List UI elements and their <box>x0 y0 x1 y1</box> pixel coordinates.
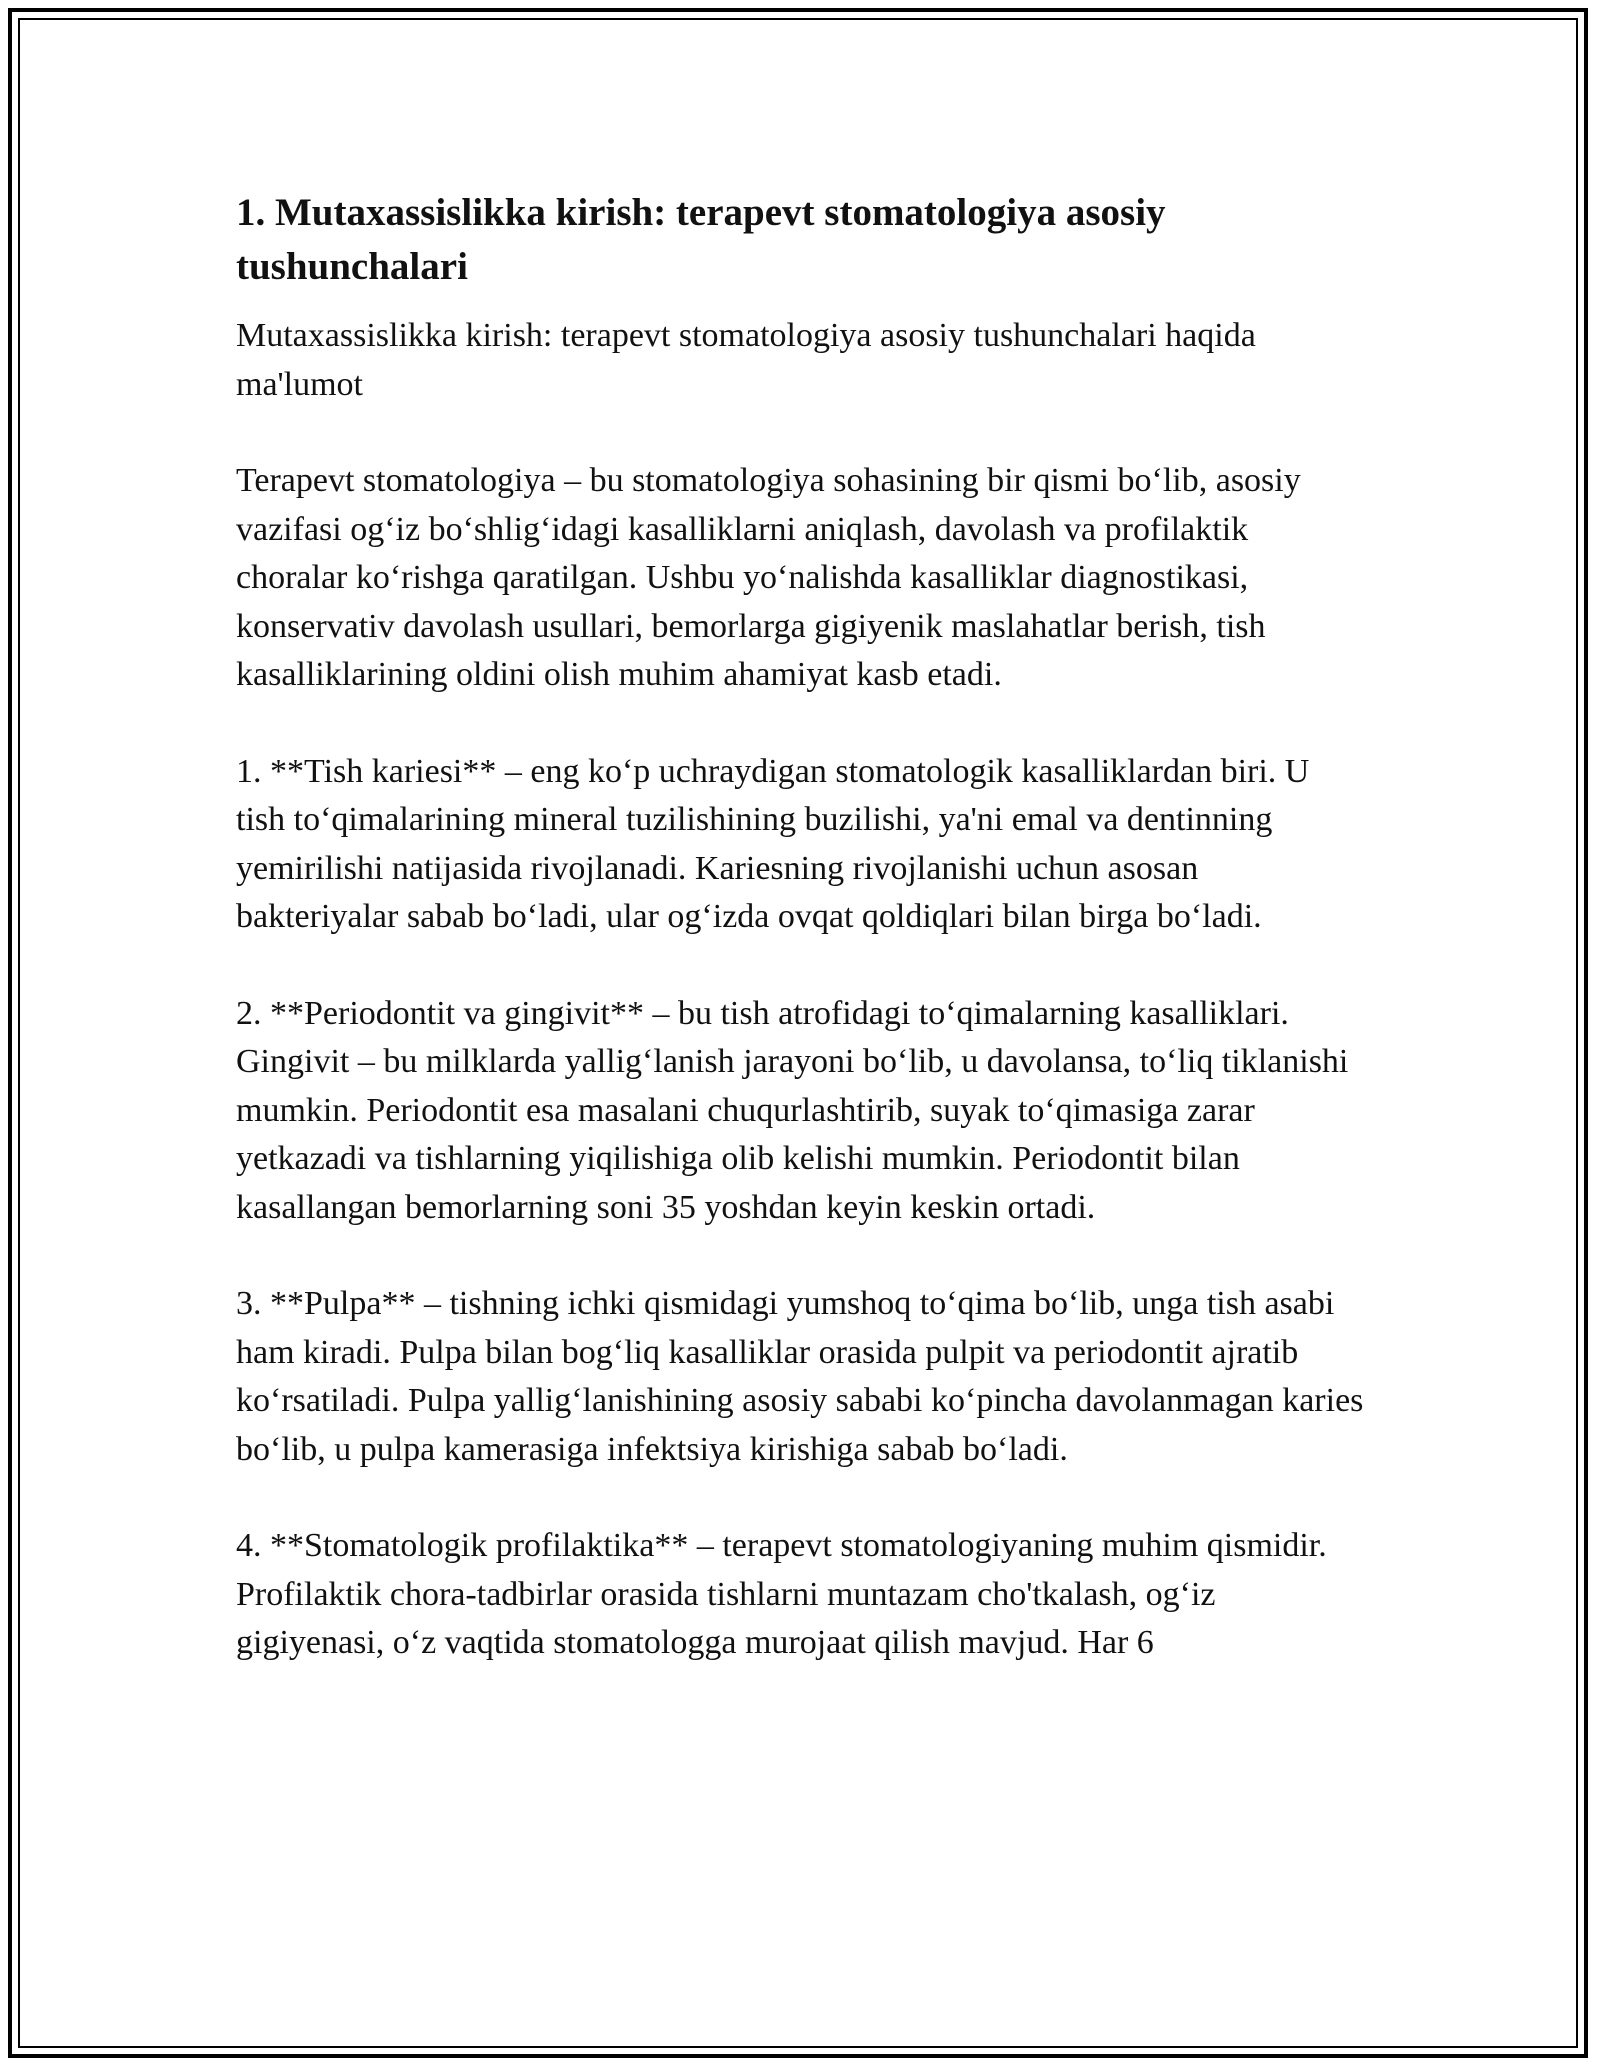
list-item-pulp: 3. **Pulpa** – tishning ichki qismidagi yumshoq to‘qima bo‘lib, unga tish asabi ham kiradi. Pulpa bilan bog‘liq kasalliklar orasida pulpit va periodontit ajratib ko‘rsatiladi. Pulpa yallig‘lanishining asosiy sababi ko‘pincha davolanmagan karies bo‘lib, u pulpa kamerasiga infektsiya kirishiga sabab bo‘ladi. <box>236 1285 1364 1468</box>
list-item-prophylaxis: 4. **Stomatologik profilaktika** – terapevt stomatologiyaning muhim qismidir. Profilaktik chora-tadbirlar orasida tishlarni muntazam cho'tkalash, og‘iz gigiyenasi, o‘z vaqtida stomatologga murojaat qilish mavjud. Har 6 <box>236 1527 1327 1661</box>
document-body <box>236 186 1366 1716</box>
definition-paragraph: Terapevt stomatologiya – bu stomatologiya sohasining bir qismi bo‘lib, asosiy vazifasi og‘iz bo‘shlig‘idagi kasalliklarni aniqlash, davolash va profilaktik choralar ko‘rishga qaratilgan. Ushbu yo‘nalishda kasalliklar diagnostikasi, konservativ davolash usullari, bemorlarga gigiyenik maslahatlar berish, tish kasalliklarining oldini olish muhim ahamiyat kasb etadi. <box>236 462 1301 693</box>
list-item-periodontitis: 2. **Periodontit va gingivit** – bu tish atrofidagi to‘qimalarning kasalliklari. Gingivit – bu milklarda yallig‘lanish jarayoni bo‘lib, u davolansa, to‘liq tiklanishi mumkin. Periodontit esa masalani chuqurlashtirib, suyak to‘qimasiga zarar yetkazadi va tishlarning yiqilishiga olib kelishi mumkin. Periodontit bilan kasallangan bemorlarning soni 35 yoshdan keyin keskin ortadi. <box>236 994 1349 1226</box>
list-item-caries: 1. **Tish kariesi** – eng ko‘p uchraydigan stomatologik kasalliklardan biri. U tish to‘qimalarining mineral tuzilishining buzilishi, ya'ni emal va dentinning yemirilishi natijasida rivojlanadi. Kariesning rivojlanishi uchun asosan bakteriyalar sabab bo‘ladi, ular og‘izda ovqat qoldiqlari bilan birga bo‘ladi. <box>236 752 1310 935</box>
document-title: 1. Mutaxassislikka kirish: terapevt stomatologiya asosiy tushunchalari <box>236 191 1166 288</box>
intro-paragraph: Mutaxassislikka kirish: terapevt stomatologiya asosiy tushunchalari haqida ma'lumot <box>236 317 1256 403</box>
